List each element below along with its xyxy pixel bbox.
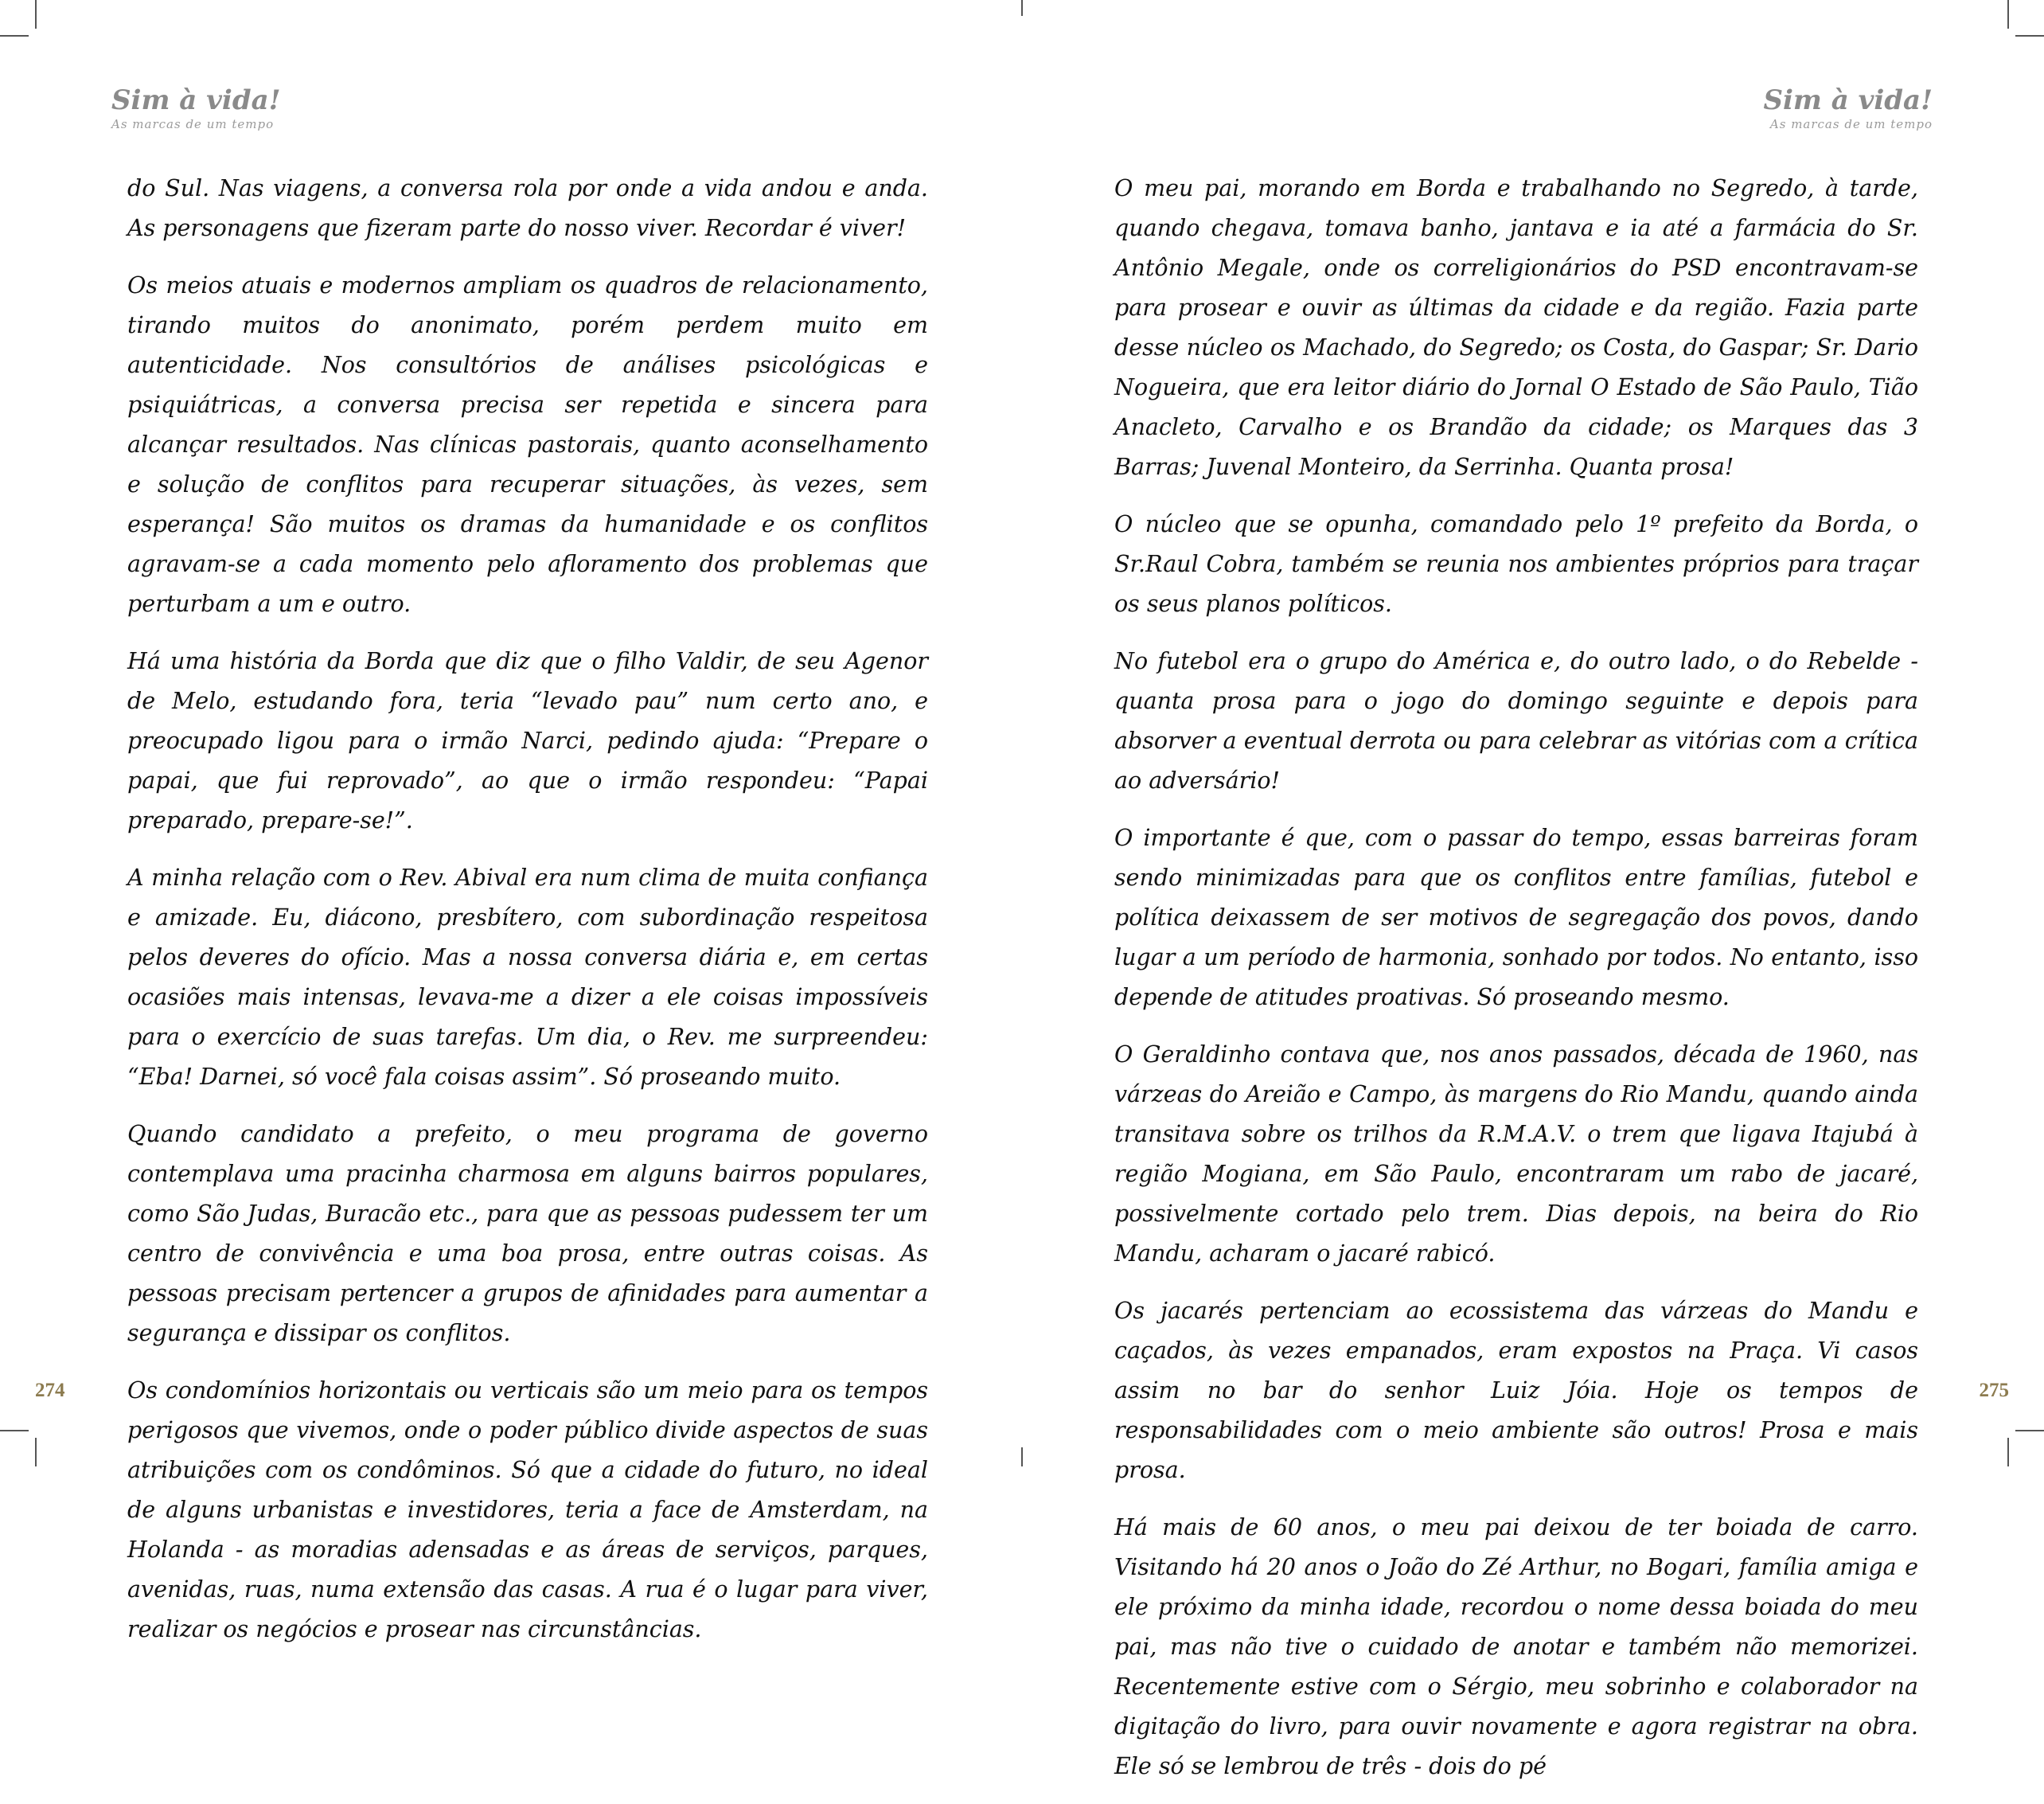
crop-mark xyxy=(2007,0,2009,29)
running-header-subtitle: As marcas de um tempo xyxy=(1769,117,1933,131)
left-page xyxy=(0,0,1022,1642)
crop-mark xyxy=(35,1438,37,1466)
running-header xyxy=(1763,84,1933,132)
paragraph: Os jacarés pertenciam ao ecossistema das várzeas do Mandu e caçados, às vezes empanados, eram expostos na Praça. Vi casos assim no bar do senhor Luiz Jóia. Hoje os tempos de responsabilidades com o meio ambiente são outros! Prosa e mais prosa. xyxy=(1114,1298,1918,1483)
paragraph: O núcleo que se opunha, comandado pelo 1º prefeito da Borda, o Sr.Raul Cobra, também se reunia nos ambientes próprios para traçar os seus planos políticos. xyxy=(1114,511,1918,617)
paragraph: Quando candidato a prefeito, o meu programa de governo contemplava uma pracinha charmosa em alguns bairros populares, como São Judas, Buracão etc., para que as pessoas pudessem ter um centro de convivência e uma boa prosa, entre outras coisas. As pessoas precisam pertencer a grupos de afinidades para aumentar a segurança e dissipar os conflitos. xyxy=(127,1121,928,1346)
crop-mark xyxy=(2015,35,2044,37)
left-page-body xyxy=(127,169,928,1667)
crop-mark xyxy=(35,0,37,29)
paragraph: do Sul. Nas viagens, a conversa rola por onde a vida andou e anda. As personagens que fizeram parte do nosso viver. Recordar é viver! xyxy=(127,175,928,241)
right-page-body xyxy=(1114,169,1918,1804)
right-page xyxy=(1022,0,2044,1779)
paragraph: Os meios atuais e modernos ampliam os quadros de relacionamento, tirando muitos do anonimato, porém perdem muito em autenticidade. Nos consultórios de análises psicológicas e psiquiátricas, a conversa precisa ser repetida e sincera para alcançar resultados. Nas clínicas pastorais, quanto aconselhamento e solução de conflitos para recuperar situações, às vezes, sem esperança! São muitos os dramas da humanidade e os conflitos agravam-se a cada momento pelo afloramento dos problemas que perturbam a um e outro. xyxy=(127,272,928,617)
page-number: 274 xyxy=(35,1380,65,1401)
paragraph: O Geraldinho contava que, nos anos passados, década de 1960, nas várzeas do Areião e Campo, às margens do Rio Mandu, quando ainda transitava sobre os trilhos da R.M.A.V. o trem que ligava Itajubá à região Mogiana, em São Paulo, encontraram um rabo de jacaré, possivelmente cortado pelo trem. Dias depois, na beira do Rio Mandu, acharam o jacaré rabicó. xyxy=(1114,1041,1918,1267)
crop-mark xyxy=(2015,1430,2044,1431)
paragraph: Há uma história da Borda que diz que o filho Valdir, de seu Agenor de Melo, estudando fora, teria “levado pau” num certo ano, e preocupado ligou para o irmão Narci, pedindo ajuda: “Prepare o papai, que fui reprovado”, ao que o irmão respondeu: “Papai preparado, prepare-se!”. xyxy=(127,648,928,834)
paragraph: No futebol era o grupo do América e, do outro lado, o do Rebelde - quanta prosa para o jogo do domingo seguinte e depois para absorver a eventual derrota ou para celebrar as vitórias com a crítica ao adversário! xyxy=(1114,648,1918,794)
paragraph: O importante é que, com o passar do tempo, essas barreiras foram sendo minimizadas para que os conflitos entre famílias, futebol e política deixassem de ser motivos de segregação dos povos, dando lugar a um período de harmonia, sonhado por todos. No entanto, isso depende de atitudes proativas. Só proseando mesmo. xyxy=(1114,825,1918,1010)
paragraph: A minha relação com o Rev. Abival era num clima de muita confiança e amizade. Eu, diácono, presbítero, com subordinação respeitosa pelos deveres do ofício. Mas a nossa conversa diária e, em certas ocasiões mais intensas, levava-me a dizer a ele coisas impossíveis para o exercício de suas tarefas. Um dia, o Rev. me surpreendeu: “Eba! Darnei, só você fala coisas assim”. Só proseando muito. xyxy=(127,865,928,1090)
paragraph: O meu pai, morando em Borda e trabalhando no Segredo, à tarde, quando chegava, tomava banho, jantava e ia até a farmácia do Sr. Antônio Megale, onde os correligionários do PSD encontravam-se para prosear e ouvir as últimas da cidade e da região. Fazia parte desse núcleo os Machado, do Segredo; os Costa, do Gaspar; Sr. Dario Nogueira, que era leitor diário do Jornal O Estado de São Paulo, Tião Anacleto, Carvalho e os Brandão da cidade; os Marques das 3 Barras; Juvenal Monteiro, da Serrinha. Quanta prosa! xyxy=(1114,175,1918,480)
crop-mark xyxy=(0,1430,29,1431)
page-number: 275 xyxy=(1979,1380,2009,1401)
running-header-title: Sim à vida! xyxy=(111,84,281,116)
crop-mark xyxy=(0,35,29,37)
running-header-title: Sim à vida! xyxy=(1763,84,1933,116)
running-header xyxy=(111,84,281,132)
crop-mark xyxy=(2007,1438,2009,1466)
paragraph: Há mais de 60 anos, o meu pai deixou de ter boiada de carro. Visitando há 20 anos o João do Zé Arthur, no Bogari, família amiga e ele próximo da minha idade, recordou o nome dessa boiada do meu pai, mas não tive o cuidado de anotar e também não memorizei. Recentemente estive com o Sérgio, meu sobrinho e colaborador na digitação do livro, para ouvir novamente e agora registrar na obra. Ele só se lembrou de três - dois do pé xyxy=(1114,1514,1918,1779)
running-header-subtitle: As marcas de um tempo xyxy=(111,117,275,131)
paragraph: Os condomínios horizontais ou verticais são um meio para os tempos perigosos que vivemos, onde o poder público divide aspectos de suas atribuições com os condôminos. Só que a cidade do futuro, no ideal de alguns urbanistas e investidores, teria a face de Amsterdam, na Holanda - as moradias adensadas e as áreas de serviços, parques, avenidas, ruas, numa extensão das casas. A rua é o lugar para viver, realizar os negócios e prosear nas circunstâncias. xyxy=(127,1377,928,1642)
